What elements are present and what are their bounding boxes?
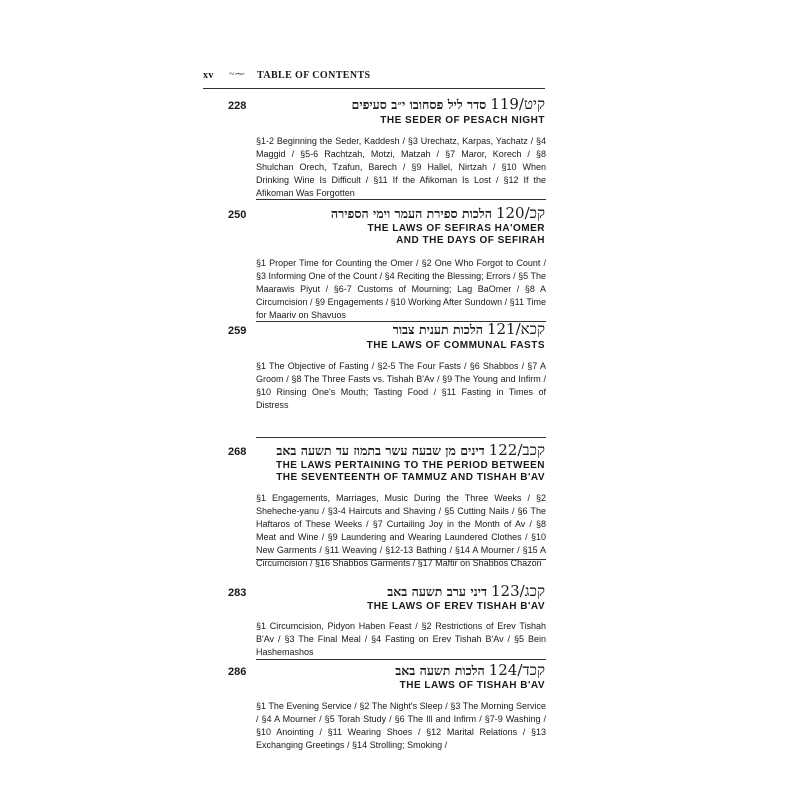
- entry-hebrew-title: הלכות תענית צבור: [392, 322, 483, 337]
- entry-english-line: THE SEDER OF PESACH NIGHT: [380, 115, 545, 126]
- entry-heading: [387, 582, 545, 602]
- entry-description: §1-2 Beginning the Seder, Kaddesh / §3 Urechatz, Karpas, Yachatz / §4 Maggid / §5-6 Rachtzah, Motzi, Matzah / §7 Maror, Korech / §8 Shulchan Orech, Tzafun, Barech / §9 Hallel, Nirtzah / §10 When Drinking Wine Is Difficult / §11 If the Afikoman Is Lost / §12 If the Afikoman Was Forgotten: [256, 136, 546, 198]
- page-number: xv: [203, 70, 214, 81]
- entry-code: קכב/122: [488, 441, 545, 459]
- entry-divider: [256, 199, 546, 200]
- entry-code: קכד/124: [488, 661, 545, 679]
- entry-heading: [395, 661, 545, 681]
- entry-divider: [256, 437, 546, 438]
- header-rule: [203, 88, 545, 89]
- entry-code: קכג/123: [490, 582, 545, 600]
- running-head-title: TABLE OF CONTENTS: [257, 70, 371, 81]
- entry-english-title: [245, 115, 545, 127]
- entry-english-line: THE LAWS OF EREV TISHAH B'AV: [367, 601, 545, 612]
- entry-english-line: THE SEVENTEENTH OF TAMMUZ AND TISHAH B'AV: [276, 472, 545, 483]
- entry-hebrew-title: סדר ליל פסחובו י״ב סעיפים: [351, 97, 487, 112]
- entry-english-line: AND THE DAYS OF SEFIRAH: [396, 235, 545, 246]
- entry-code: קיט/119: [490, 95, 545, 113]
- entry-heading: [331, 204, 545, 224]
- entry-page: 286: [228, 666, 247, 678]
- entry-english-title: [245, 460, 545, 484]
- entry-hebrew-title: דיני ערב תשעה באב: [387, 584, 487, 599]
- entry-page: 250: [228, 209, 247, 221]
- entry-english-title: [245, 223, 545, 247]
- entry-heading: [276, 441, 545, 461]
- entry-page: 268: [228, 446, 247, 458]
- entry-code: קכא/121: [486, 320, 545, 338]
- entry-description: §1 The Objective of Fasting / §2-5 The Four Fasts / §6 Shabbos / §7 A Groom / §8 The Three Fasts vs. Tishah B'Av / §9 The Young and Infirm / §10 Rinsing One's Mouth; Tasting Food / §11 Fasting in Times of Distress: [256, 361, 546, 410]
- entry-hebrew-title: הלכות ספירת העמר וימי הספירה: [330, 206, 492, 221]
- entry-english-title: [245, 601, 545, 613]
- entry-english-line: THE LAWS OF SEFIRAS HA'OMER: [367, 223, 545, 234]
- entry-english-title: [245, 340, 545, 352]
- entry-description: §1 Engagements, Marriages, Music During the Three Weeks / §2 Sheheche-yanu / §3-4 Haircuts and Shaving / §5 Cutting Nails / §6 The Haftaros of These Weeks / §7 Curtailing Joy in the Month of Av / §8 Meat and Wine / §9 Laundering and Wearing Laundered Clothes / §10 New Garments / §11 Weaving / §12-13 Bathing / §14 A Mourner / §15 A Circumcision / §16 Shabbos Garments / §17 Maftir on Shabbos Chazon: [256, 493, 546, 568]
- ornament: ~⁓: [229, 69, 246, 80]
- entry-english-line: THE LAWS PERTAINING TO THE PERIOD BETWEEN: [275, 460, 545, 471]
- entry-english-title: [245, 680, 545, 692]
- entry-english-line: THE LAWS OF COMMUNAL FASTS: [366, 340, 545, 351]
- entry-hebrew-title: דינים מן שבעה עשר בתמוז עד תשעה באב: [276, 443, 485, 458]
- entry-description: §1 Proper Time for Counting the Omer / §2 One Who Forgot to Count / §3 Informing One of the Count / §4 Reciting the Blessing; Errors / §5 The Maarawis Piyut / §6-7 Customs of Mourning; Lag BaOmer / §8 A Circumcision / §9 Engagements / §10 Working After Sundown / §11 Time for Maariv on Shavuos: [256, 258, 546, 320]
- entry-divider: [256, 659, 546, 660]
- entry-page: 228: [228, 100, 247, 112]
- entry-page: 283: [228, 587, 247, 599]
- running-head: [203, 70, 543, 86]
- entry-description: §1 Circumcision, Pidyon Haben Feast / §2 Restrictions of Erev Tishah B'Av / §3 The Final Meal / §4 Fasting on Erev Tishah B'Av / §5 Bein Hashemashos: [256, 621, 546, 657]
- entry-code: קכ/120: [495, 204, 545, 222]
- entry-description: §1 The Evening Service / §2 The Night's Sleep / §3 The Morning Service / §4 A Mourner / §5 Torah Study / §6 The Ill and Infirm / §7-9 Washing / §10 Anointing / §11 Wearing Shoes / §12 Marital Relations / §13 Exchanging Greetings / §14 Strolling; Smoking /: [256, 701, 546, 750]
- entry-hebrew-title: הלכות תשעה באב: [395, 663, 485, 678]
- entry-heading: [393, 320, 545, 340]
- entry-english-line: THE LAWS OF TISHAH B'AV: [399, 680, 545, 691]
- entry-heading: [352, 95, 545, 115]
- entry-page: 259: [228, 325, 247, 337]
- entry-divider: [256, 559, 546, 560]
